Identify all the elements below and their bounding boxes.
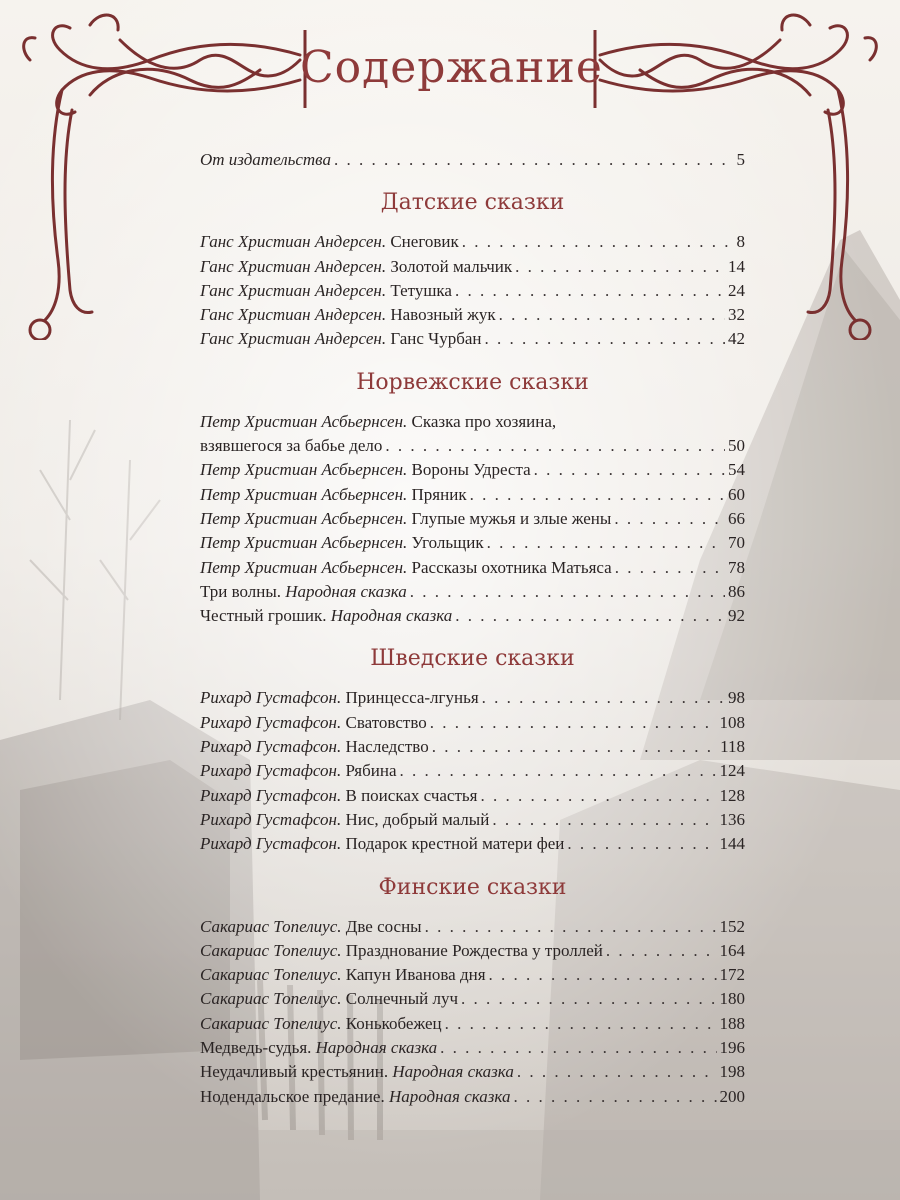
entry-title: Принцесса-лгунья — [345, 688, 479, 708]
toc-entry[interactable] — [200, 255, 745, 279]
entry-author: Петр Христиан Асбьернсен. — [200, 411, 408, 431]
toc-entry[interactable] — [200, 410, 745, 459]
toc-entry[interactable] — [200, 1036, 745, 1060]
toc-entry[interactable] — [200, 735, 745, 759]
entry-author: Ганс Христиан Андерсен. — [200, 329, 387, 349]
entry-title: Наследство — [345, 737, 429, 757]
page-number: 8 — [736, 232, 745, 252]
entry-title: Две сосны — [345, 916, 422, 936]
entry-title: Угольщик — [411, 533, 484, 553]
section-heading-norwegian: Норвежские сказки — [356, 369, 589, 395]
toc-entry[interactable] — [200, 759, 745, 783]
entry-author: Рихард Густафсон. — [200, 761, 342, 781]
entry-title: Нис, добрый малый — [345, 809, 490, 829]
entry-title: Конькобежец — [345, 1013, 442, 1033]
entry-title: Сватовство — [345, 712, 427, 732]
entry-title: Ганс Чурбан — [390, 329, 482, 349]
toc-entry[interactable] — [200, 1012, 745, 1036]
entry-title: Неудачливый крестьянин. — [200, 1062, 389, 1082]
entry-title: В поисках счастья — [345, 785, 478, 805]
toc-entry[interactable] — [200, 963, 745, 987]
page-number: 188 — [719, 1013, 745, 1033]
entry-title: Навозный жук — [390, 305, 496, 325]
entry-title: Вороны Удреста — [411, 460, 531, 480]
page-number: 5 — [736, 150, 745, 169]
dot-leader — [455, 604, 725, 628]
page-number: 124 — [719, 761, 745, 781]
page-number: 136 — [719, 809, 745, 829]
toc-entry[interactable] — [200, 832, 745, 856]
toc-entry[interactable] — [200, 939, 745, 963]
page-number: 152 — [719, 916, 745, 936]
entry-author: Рихард Густафсон. — [200, 809, 342, 829]
dot-leader — [461, 987, 716, 1011]
page-number: 180 — [719, 989, 745, 1009]
entry-title: Золотой мальчик — [390, 256, 513, 276]
dot-leader — [455, 279, 725, 303]
entry-author: Рихард Густафсон. — [200, 785, 342, 805]
section-heading-swedish: Шведские сказки — [370, 646, 575, 672]
dot-leader — [615, 556, 725, 580]
entry-title: Честный грошик. — [200, 606, 327, 626]
page-number: 32 — [728, 305, 745, 325]
page-number: 54 — [728, 460, 745, 480]
dot-leader — [499, 303, 725, 327]
entry-title-continued: взявшегося за бабье дело — [200, 436, 383, 456]
dot-leader — [492, 808, 716, 832]
dot-leader — [606, 939, 717, 963]
entry-note: Народная сказка — [392, 1062, 514, 1082]
page-number: 118 — [720, 737, 745, 757]
entry-title: Пряник — [411, 484, 467, 504]
dot-leader — [432, 735, 717, 759]
toc-entry[interactable] — [200, 1060, 745, 1084]
entry-author: Ганс Христиан Андерсен. — [200, 232, 387, 252]
toc-entry[interactable] — [200, 915, 745, 939]
page-number: 200 — [719, 1086, 745, 1106]
toc-entry[interactable] — [200, 230, 745, 254]
entry-note: Народная сказка — [285, 581, 407, 601]
dot-leader — [614, 507, 725, 531]
page-number: 144 — [719, 834, 745, 854]
page-number: 66 — [728, 508, 745, 528]
dot-leader — [567, 832, 716, 856]
dot-leader — [515, 255, 725, 279]
page-number: 108 — [719, 712, 745, 732]
page-number: 98 — [728, 688, 745, 708]
entry-title: Нодендальское предание. — [200, 1086, 385, 1106]
entry-author: Сакариас Топелиус. — [200, 1013, 342, 1033]
entry-note: Народная сказка — [315, 1038, 438, 1058]
toc-entry[interactable] — [200, 686, 745, 710]
dot-leader — [482, 686, 725, 710]
page-number: 198 — [719, 1062, 745, 1082]
entry-note: Народная сказка — [388, 1086, 511, 1106]
dot-leader — [385, 434, 725, 458]
toc-entry[interactable] — [200, 556, 745, 580]
entry-title: Празднование Рождества у троллей — [345, 940, 603, 960]
entry-title: Подарок крестной матери феи — [345, 834, 565, 854]
dot-leader — [480, 784, 716, 808]
entry-title: Рябина — [345, 761, 397, 781]
entry-author: Сакариас Топелиус. — [200, 940, 342, 960]
dot-leader — [400, 759, 717, 783]
entry-author: Рихард Густафсон. — [200, 712, 342, 732]
section-heading-finnish: Финские сказки — [378, 874, 567, 900]
dot-leader — [334, 148, 734, 172]
toc-entry[interactable] — [200, 580, 745, 604]
toc-entry[interactable] — [200, 327, 745, 351]
header-ornament — [0, 0, 900, 170]
entry-author: Петр Христиан Асбьернсен. — [200, 533, 408, 553]
dot-leader — [425, 915, 717, 939]
section-heading-danish: Датские сказки — [380, 190, 565, 216]
page-number: 92 — [728, 606, 745, 626]
page-number: 196 — [719, 1038, 745, 1058]
entry-title: Медведь-судья. — [200, 1038, 312, 1058]
page-number: 42 — [728, 329, 745, 349]
toc-entry[interactable] — [200, 808, 745, 832]
toc-entry[interactable] — [200, 483, 745, 507]
dot-leader — [462, 230, 734, 254]
entry-author: Петр Христиан Асбьернсен. — [200, 508, 408, 528]
entry-author: Рихард Густафсон. — [200, 737, 342, 757]
page-number: 128 — [719, 785, 745, 805]
dot-leader — [513, 1085, 716, 1109]
toc-entry[interactable] — [200, 784, 745, 808]
dot-leader — [430, 711, 717, 735]
entry-author: Петр Христиан Асбьернсен. — [200, 460, 408, 480]
page-number: 14 — [728, 256, 745, 276]
toc-entry[interactable] — [200, 279, 745, 303]
entry-title: Солнечный луч — [345, 989, 459, 1009]
toc-entry[interactable] — [200, 303, 745, 327]
entry-author: Петр Христиан Асбьернсен. — [200, 484, 408, 504]
table-of-contents — [200, 148, 745, 1109]
entry-title: Снеговик — [390, 232, 459, 252]
dot-leader — [445, 1012, 717, 1036]
entry-note: Народная сказка — [330, 606, 453, 626]
page-title: Содержание — [300, 42, 603, 93]
toc-entry[interactable] — [200, 711, 745, 735]
entry-title: Глупые мужья и злые жены — [411, 508, 612, 528]
entry-author: Рихард Густафсон. — [200, 688, 342, 708]
page-number: 78 — [728, 557, 745, 577]
entry-author: Сакариас Топелиус. — [200, 989, 342, 1009]
toc-entry[interactable] — [200, 1085, 745, 1109]
toc-entry-intro[interactable] — [200, 148, 745, 172]
entry-author: Ганс Христиан Андерсен. — [200, 256, 387, 276]
entry-title: От издательства — [200, 150, 331, 169]
entry-author: Сакариас Топелиус. — [200, 916, 342, 936]
dot-leader — [410, 580, 725, 604]
entry-title: Сказка про хозяина, — [411, 411, 557, 431]
entry-author: Рихард Густафсон. — [200, 834, 342, 854]
entry-author: Ганс Христиан Андерсен. — [200, 305, 387, 325]
dot-leader — [470, 483, 725, 507]
page-number: 86 — [728, 581, 745, 601]
dot-leader — [489, 963, 717, 987]
entry-title: Тетушка — [390, 280, 452, 300]
page-number: 60 — [728, 484, 745, 504]
toc-entry[interactable] — [200, 531, 745, 555]
entry-title: Капун Иванова дня — [345, 965, 486, 985]
dot-leader — [517, 1060, 717, 1084]
toc-entry[interactable] — [200, 507, 745, 531]
dot-leader — [534, 458, 725, 482]
entry-title: Рассказы охотника Матьяса — [411, 557, 612, 577]
dot-leader — [485, 327, 725, 351]
dot-leader — [440, 1036, 716, 1060]
toc-entry[interactable] — [200, 987, 745, 1011]
page-number: 50 — [728, 436, 745, 456]
toc-entry[interactable] — [200, 604, 745, 628]
entry-author: Сакариас Топелиус. — [200, 965, 342, 985]
dot-leader — [487, 531, 725, 555]
page-number: 172 — [719, 965, 745, 985]
entry-author: Ганс Христиан Андерсен. — [200, 280, 387, 300]
entry-title: Три волны. — [200, 581, 282, 601]
page-number: 164 — [719, 940, 745, 960]
page-number: 70 — [728, 533, 745, 553]
toc-entry[interactable] — [200, 458, 745, 482]
page-number: 24 — [728, 280, 745, 300]
entry-author: Петр Христиан Асбьернсен. — [200, 557, 408, 577]
